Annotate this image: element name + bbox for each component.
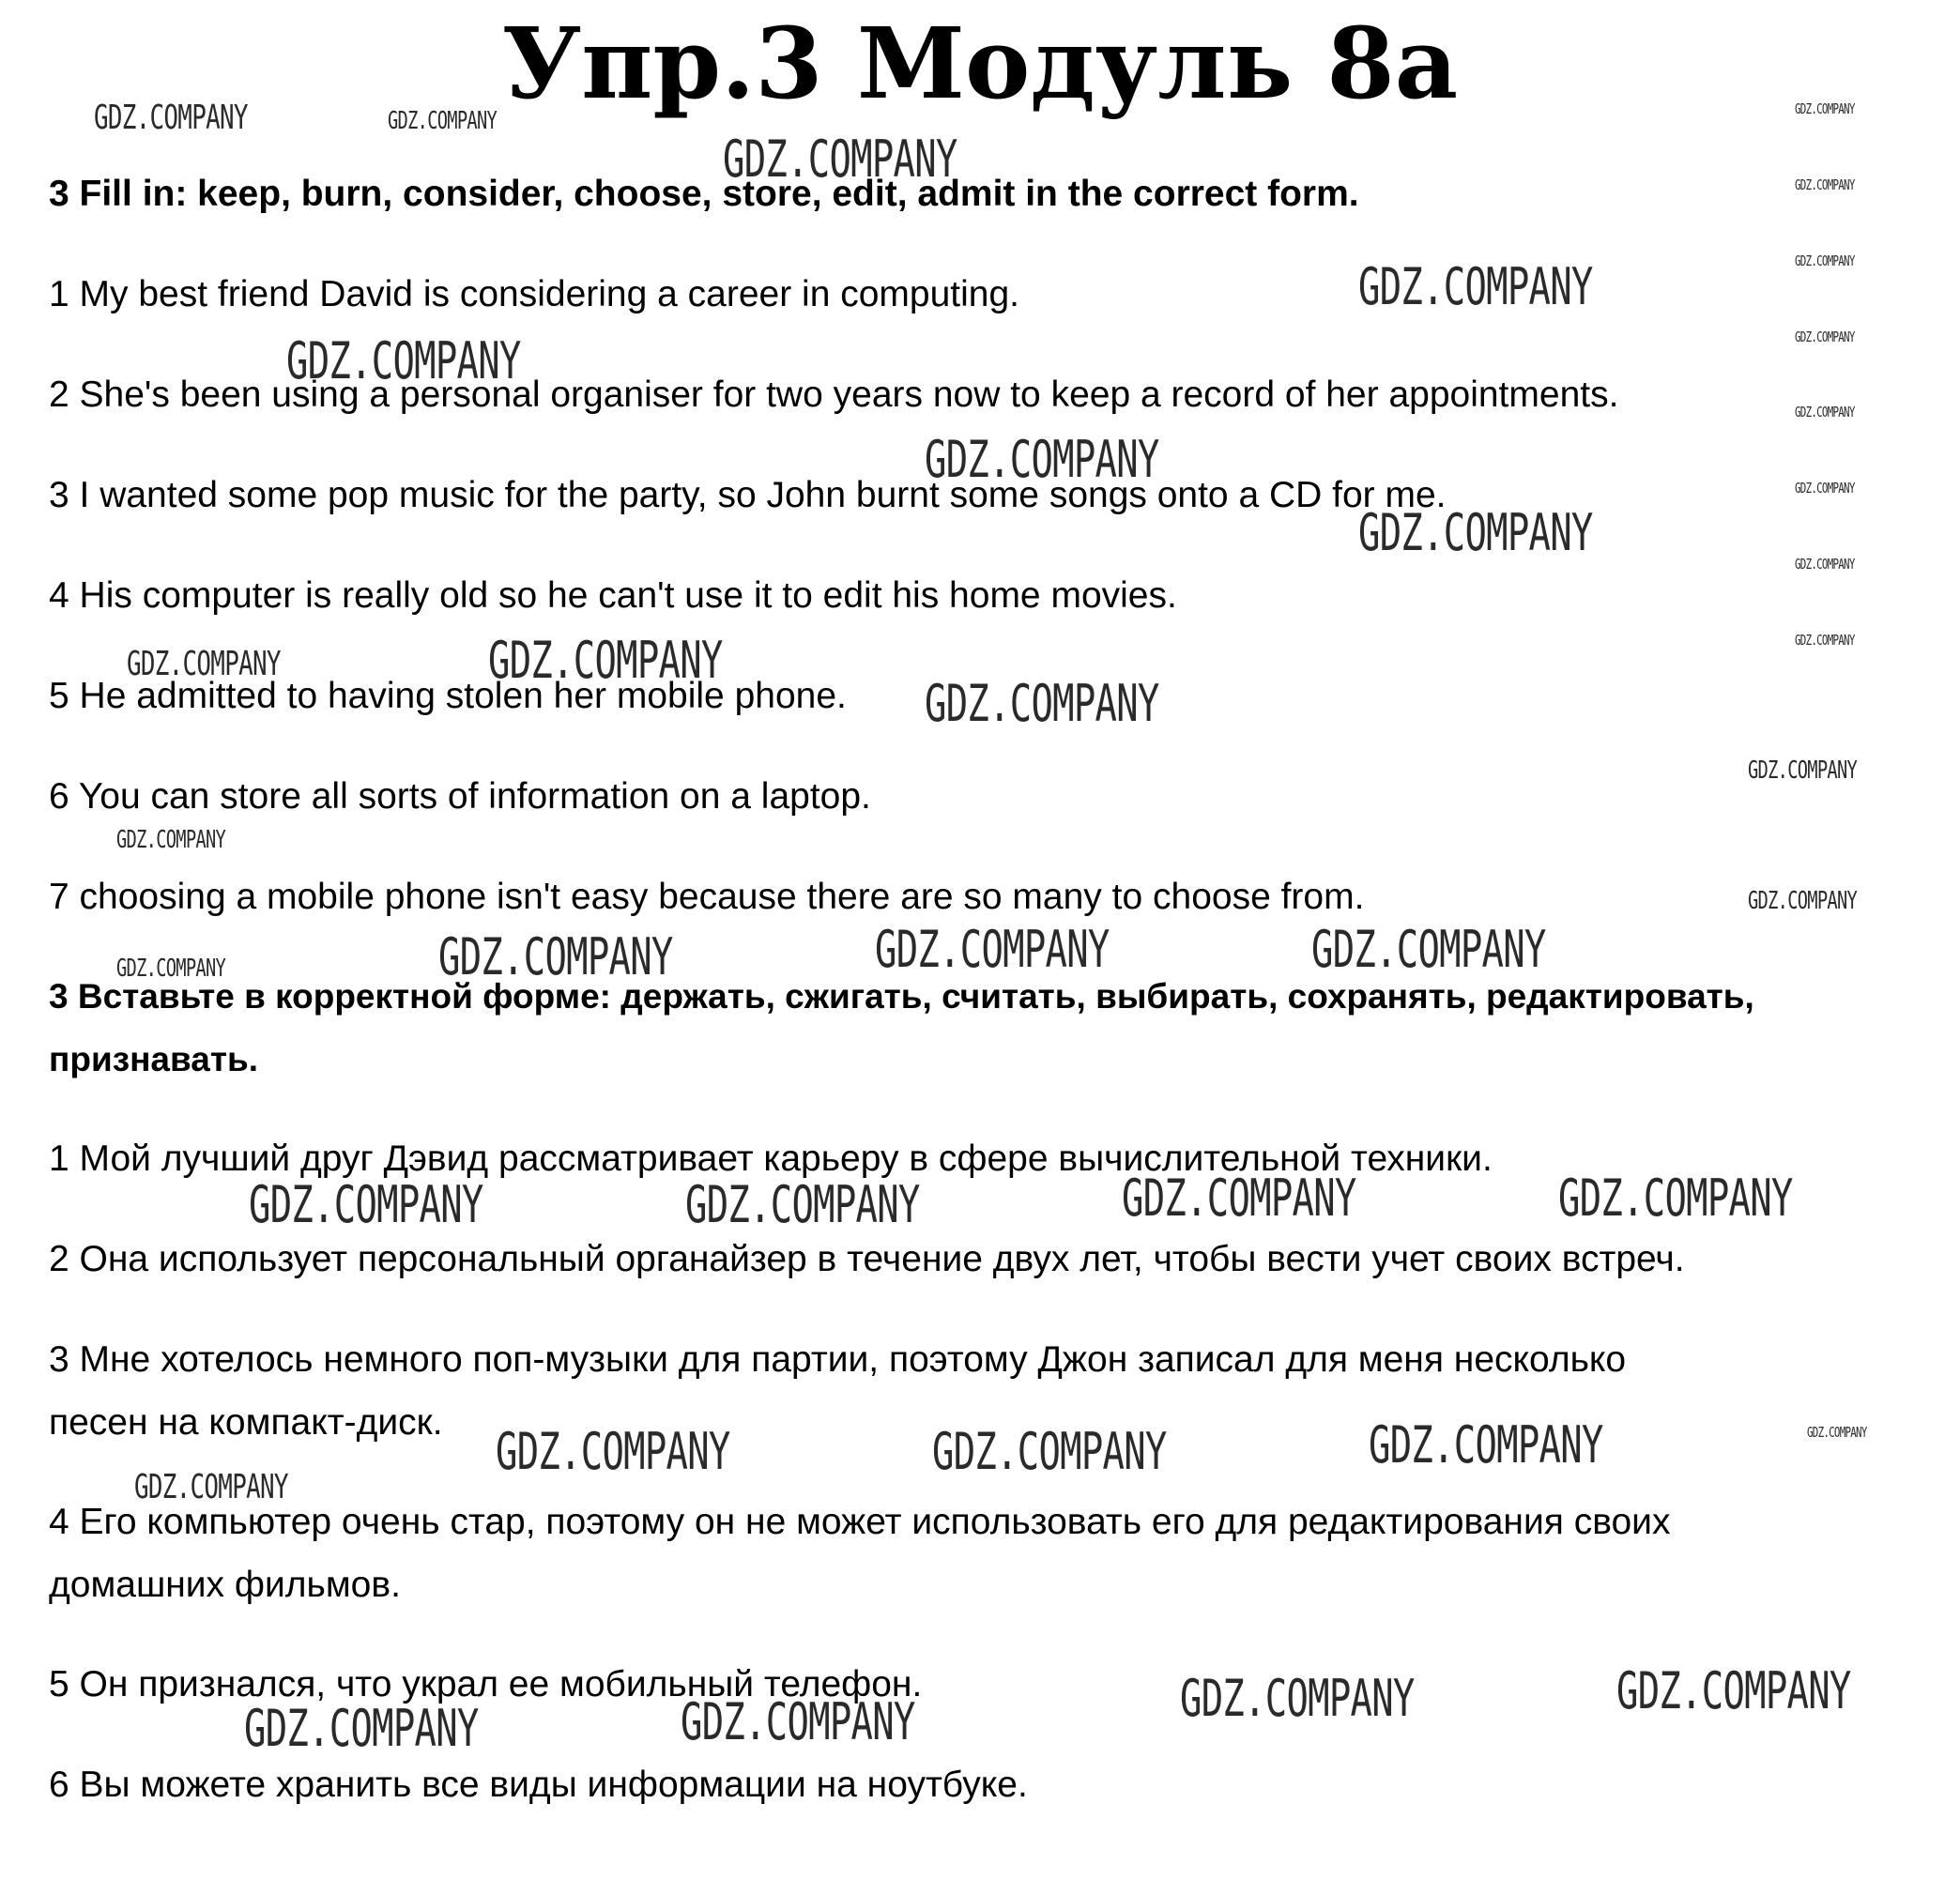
watermark: GDZ.COMPANY bbox=[1795, 480, 1855, 497]
watermark: GDZ.COMPANY bbox=[875, 920, 1110, 979]
watermark: GDZ.COMPANY bbox=[488, 631, 723, 690]
watermark: GDZ.COMPANY bbox=[94, 99, 248, 137]
watermark: GDZ.COMPANY bbox=[1358, 503, 1593, 562]
watermark: GDZ.COMPANY bbox=[1795, 329, 1855, 345]
watermark: GDZ.COMPANY bbox=[438, 927, 673, 986]
watermark: GDZ.COMPANY bbox=[1795, 176, 1855, 193]
watermark: GDZ.COMPANY bbox=[925, 674, 1159, 733]
watermark: GDZ.COMPANY bbox=[116, 826, 226, 854]
watermark: GDZ.COMPANY bbox=[134, 1468, 288, 1506]
watermark: GDZ.COMPANY bbox=[925, 430, 1159, 489]
russian-line-7: 5 Он признался, что украл ее мобильный телефон. bbox=[49, 1664, 923, 1704]
english-sentence-7: 7 choosing a mobile phone isn't easy because there are so many to choose from. bbox=[49, 877, 1365, 917]
watermark: GDZ.COMPANY bbox=[1369, 1415, 1603, 1475]
watermark: GDZ.COMPANY bbox=[1748, 887, 1858, 915]
english-sentence-2: 2 She's been using a personal organiser for two years now to keep a record of her appointments. bbox=[49, 374, 1619, 415]
watermark: GDZ.COMPANY bbox=[1122, 1169, 1356, 1228]
english-sentence-5: 5 He admitted to having stolen her mobile phone. bbox=[49, 676, 847, 716]
russian-instruction-line-1: 3 Вставьте в корректной форме: держать, сжигать, считать, выбирать, сохранять, редактировать, bbox=[49, 977, 1754, 1016]
russian-instruction-line-2: признавать. bbox=[49, 1040, 258, 1078]
watermark: GDZ.COMPANY bbox=[286, 331, 521, 390]
russian-line-3: 3 Мне хотелось немного поп-музыки для партии, поэтому Джон записал для меня несколько bbox=[49, 1339, 1627, 1380]
russian-line-1: 1 Мой лучший друг Дэвид рассматривает карьеру в сфере вычислительной техники. bbox=[49, 1139, 1493, 1179]
english-instruction: 3 Fill in: keep, burn, consider, choose, store, edit, admit in the correct form. bbox=[49, 174, 1359, 214]
watermark: GDZ.COMPANY bbox=[723, 130, 957, 189]
watermark: GDZ.COMPANY bbox=[1180, 1669, 1415, 1728]
english-sentence-4: 4 His computer is really old so he can't use it to edit his home movies. bbox=[49, 575, 1177, 616]
watermark: GDZ.COMPANY bbox=[1616, 1661, 1851, 1720]
russian-line-8: 6 Вы можете хранить все виды информации на ноутбуке. bbox=[49, 1765, 1028, 1805]
russian-line-2: 2 Она использует персональный органайзер в течение двух лет, чтобы вести учет своих встреч. bbox=[49, 1239, 1685, 1279]
russian-line-4: песен на компакт-диск. bbox=[49, 1402, 443, 1443]
watermark: GDZ.COMPANY bbox=[496, 1422, 730, 1481]
watermark: GDZ.COMPANY bbox=[685, 1175, 920, 1234]
watermark: GDZ.COMPANY bbox=[127, 645, 281, 683]
watermark: GDZ.COMPANY bbox=[681, 1692, 915, 1751]
watermark: GDZ.COMPANY bbox=[1807, 1424, 1867, 1441]
watermark: GDZ.COMPANY bbox=[1795, 404, 1855, 420]
watermark: GDZ.COMPANY bbox=[1311, 920, 1546, 979]
watermark: GDZ.COMPANY bbox=[1795, 252, 1855, 269]
russian-line-6: домашних фильмов. bbox=[49, 1565, 401, 1605]
english-sentence-6: 6 You can store all sorts of information on a laptop. bbox=[49, 776, 871, 817]
watermark: GDZ.COMPANY bbox=[249, 1175, 483, 1234]
english-sentence-1: 1 My best friend David is considering a career in computing. bbox=[49, 274, 1019, 314]
watermark: GDZ.COMPANY bbox=[1795, 556, 1855, 573]
watermark: GDZ.COMPANY bbox=[1558, 1169, 1793, 1228]
watermark: GDZ.COMPANY bbox=[932, 1422, 1167, 1481]
watermark: GDZ.COMPANY bbox=[1748, 756, 1858, 785]
page-title: Упр.3 Модуль 8а bbox=[501, 6, 1459, 121]
watermark: GDZ.COMPANY bbox=[388, 107, 498, 135]
russian-line-5: 4 Его компьютер очень стар, поэтому он не может использовать его для редактирования своих bbox=[49, 1502, 1671, 1542]
watermark: GDZ.COMPANY bbox=[244, 1699, 479, 1758]
watermark: GDZ.COMPANY bbox=[116, 955, 226, 983]
watermark: GDZ.COMPANY bbox=[1358, 257, 1593, 316]
watermark: GDZ.COMPANY bbox=[1795, 100, 1855, 117]
english-sentence-3: 3 I wanted some pop music for the party, so John burnt some songs onto a CD for me. bbox=[49, 475, 1447, 515]
watermark: GDZ.COMPANY bbox=[1795, 632, 1855, 649]
